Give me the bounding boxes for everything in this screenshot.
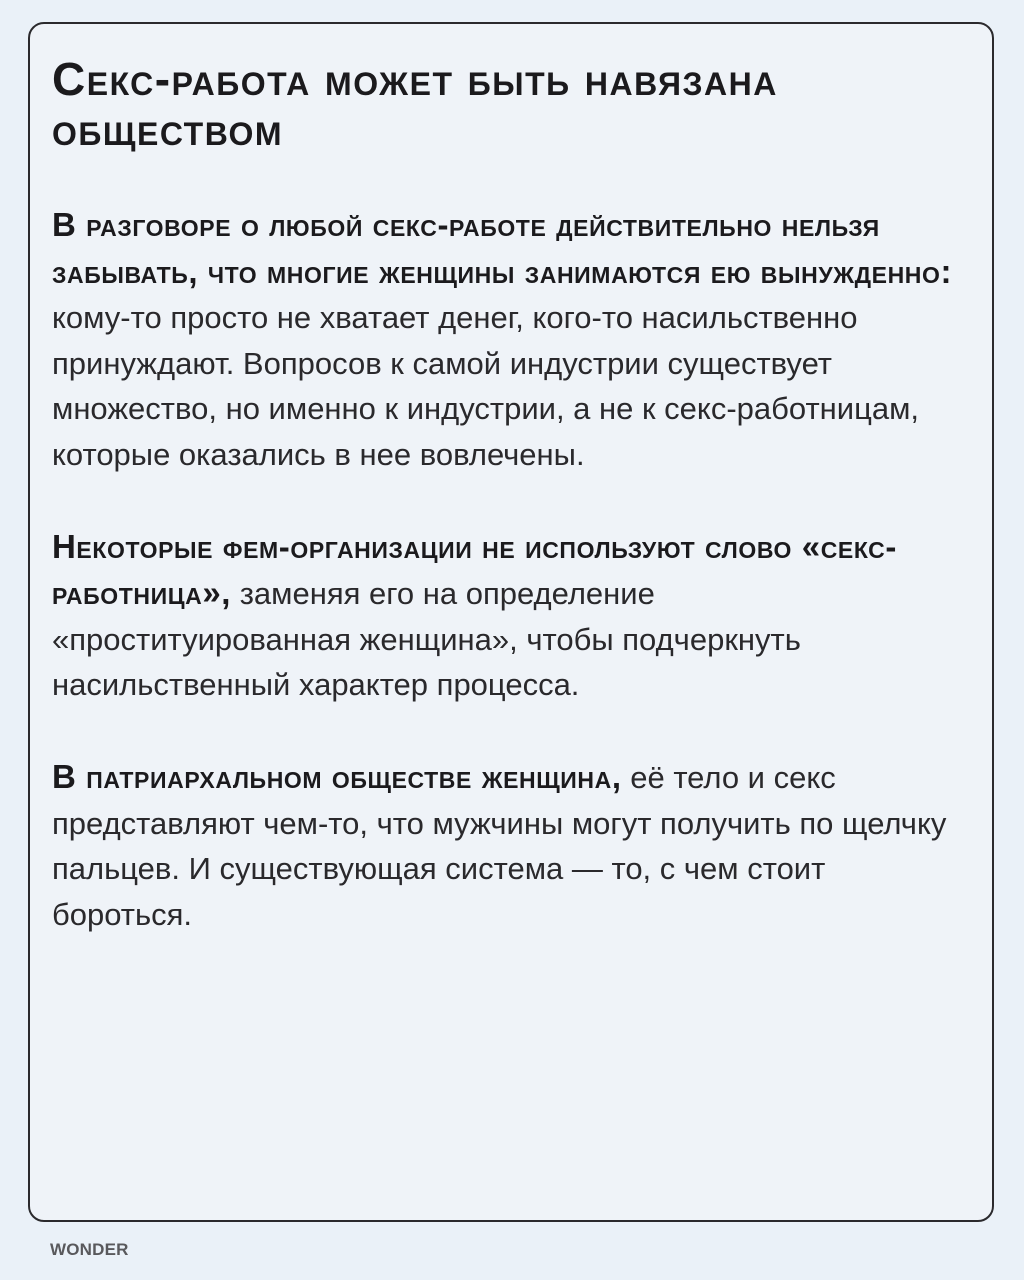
paragraph-forced-work xyxy=(52,202,962,478)
content-card xyxy=(28,22,994,1222)
paragraph-lead: В патриархальном обществе женщина, xyxy=(52,757,622,795)
paragraph-body: кому-то просто не хватает денег, кого-то насильственно принуждают. Вопросов к самой индустрии существует множество, но именно к индустрии, а не к секс-работницам, которые оказались в нее вовлечены. xyxy=(52,300,920,472)
paragraph-body: её тело и секс представляют чем-то, что мужчины могут получить по щелчку пальцев. И существующая система — то, с чем стоит бороться. xyxy=(52,759,947,932)
paragraph-lead: Некоторые фем-организации не используют слово «секс-работница», xyxy=(52,527,897,612)
paragraph-patriarchy xyxy=(52,754,962,937)
paragraph-terminology xyxy=(52,524,962,708)
paragraph-lead: В разговоре о любой секс-работе действительно нельзя забывать, что многие женщины занимаются ею вынужденно: xyxy=(52,206,953,290)
paragraph-body: заменяя его на определение «проституированная женщина», чтобы подчеркнуть насильственный характер процесса. xyxy=(52,576,801,703)
brand-logo: WONDER xyxy=(50,1240,129,1259)
page-title: Секс-работа может быть навязана обществом xyxy=(52,53,778,155)
